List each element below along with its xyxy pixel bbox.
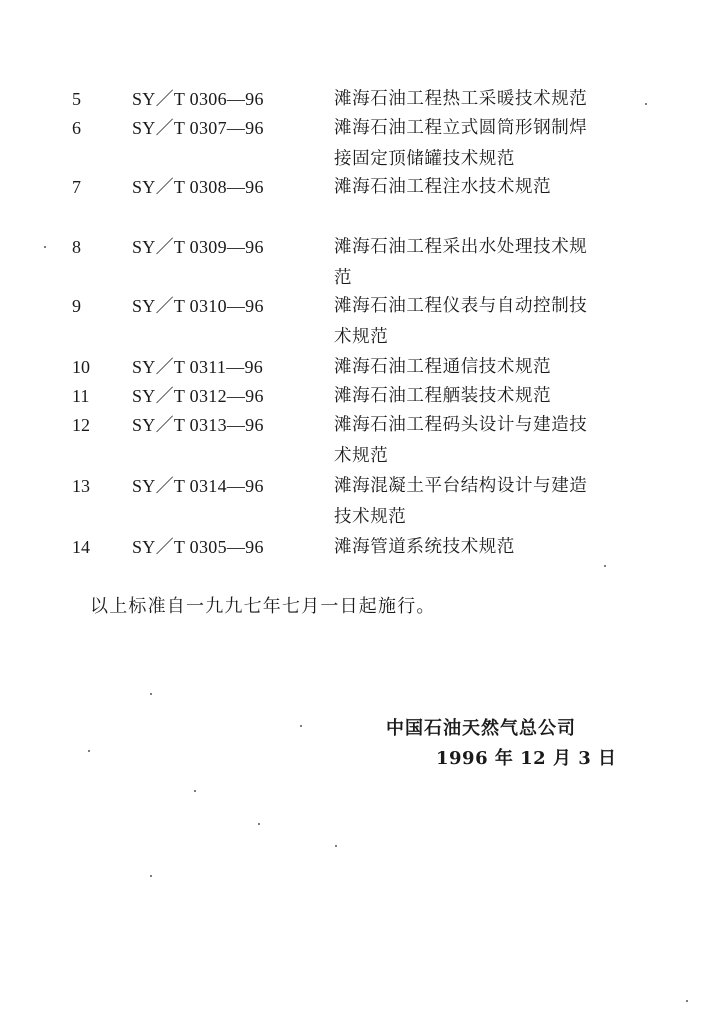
standard-title (334, 352, 639, 383)
standard-title-line: 滩海石油工程立式圆筒形钢制焊 (334, 118, 588, 138)
standard-number: 5 (72, 89, 81, 109)
standard-title-line: 技术规范 (334, 507, 407, 527)
effective-date-note: 以上标准自一九九七年七月一日起施行。 (90, 596, 436, 617)
standard-number: 14 (72, 537, 90, 557)
standard-title (334, 232, 639, 294)
standard-title (334, 113, 639, 175)
standard-code: SY／T 0310—96 (132, 296, 264, 316)
standard-title-line: 滩海管道系统技术规范 (334, 537, 515, 557)
standard-title-line: 范 (334, 268, 353, 288)
scan-speck (604, 565, 606, 567)
standard-title-line: 滩海石油工程注水技术规范 (334, 177, 552, 197)
standard-title (334, 84, 639, 115)
standard-code: SY／T 0313—96 (132, 415, 264, 435)
standard-code: SY／T 0306—96 (132, 89, 264, 109)
standard-title-line: 术规范 (334, 327, 389, 347)
standard-title (334, 291, 639, 353)
standard-number: 11 (72, 386, 90, 406)
standard-number: 7 (72, 177, 81, 197)
standard-code: SY／T 0305—96 (132, 537, 264, 557)
standard-number: 10 (72, 357, 90, 377)
standard-code: SY／T 0314—96 (132, 476, 264, 496)
scan-speck (258, 823, 260, 825)
scan-speck (88, 750, 90, 752)
standard-title-line: 滩海混凝土平台结构设计与建造 (334, 476, 588, 496)
standard-title-line: 滩海石油工程通信技术规范 (334, 357, 552, 377)
standard-code: SY／T 0307—96 (132, 118, 264, 138)
scan-speck (150, 693, 152, 695)
issue-date: 1996 年 12 月 3 日 (436, 748, 617, 769)
standard-title-line: 滩海石油工程仪表与自动控制技 (334, 296, 588, 316)
scan-speck (194, 790, 196, 792)
scan-speck (300, 725, 302, 727)
standard-title-line: 滩海石油工程码头设计与建造技 (334, 415, 588, 435)
scan-speck (686, 1000, 688, 1002)
standard-number: 6 (72, 118, 81, 138)
standard-title-line: 滩海石油工程采出水处理技术规 (334, 237, 588, 257)
scan-speck (335, 845, 337, 847)
standard-title-line: 接固定顶储罐技术规范 (334, 149, 515, 169)
issuing-organization: 中国石油天然气总公司 (386, 718, 576, 739)
scan-speck (150, 875, 152, 877)
standard-title (334, 471, 639, 533)
standard-title (334, 172, 639, 203)
standard-number: 8 (72, 237, 81, 257)
standard-code: SY／T 0308—96 (132, 177, 264, 197)
standard-number: 12 (72, 415, 90, 435)
standard-title-line: 滩海石油工程舾装技术规范 (334, 386, 552, 406)
standard-title (334, 532, 639, 563)
standard-code: SY／T 0312—96 (132, 386, 264, 406)
standard-title (334, 410, 639, 472)
standard-title (334, 381, 639, 412)
standard-title-line: 术规范 (334, 446, 389, 466)
standard-number: 13 (72, 476, 90, 496)
standard-code: SY／T 0309—96 (132, 237, 264, 257)
standard-code: SY／T 0311—96 (132, 357, 264, 377)
standard-title-line: 滩海石油工程热工采暖技术规范 (334, 89, 588, 109)
standard-number: 9 (72, 296, 81, 316)
scan-speck (645, 103, 647, 105)
scan-speck (44, 246, 46, 248)
